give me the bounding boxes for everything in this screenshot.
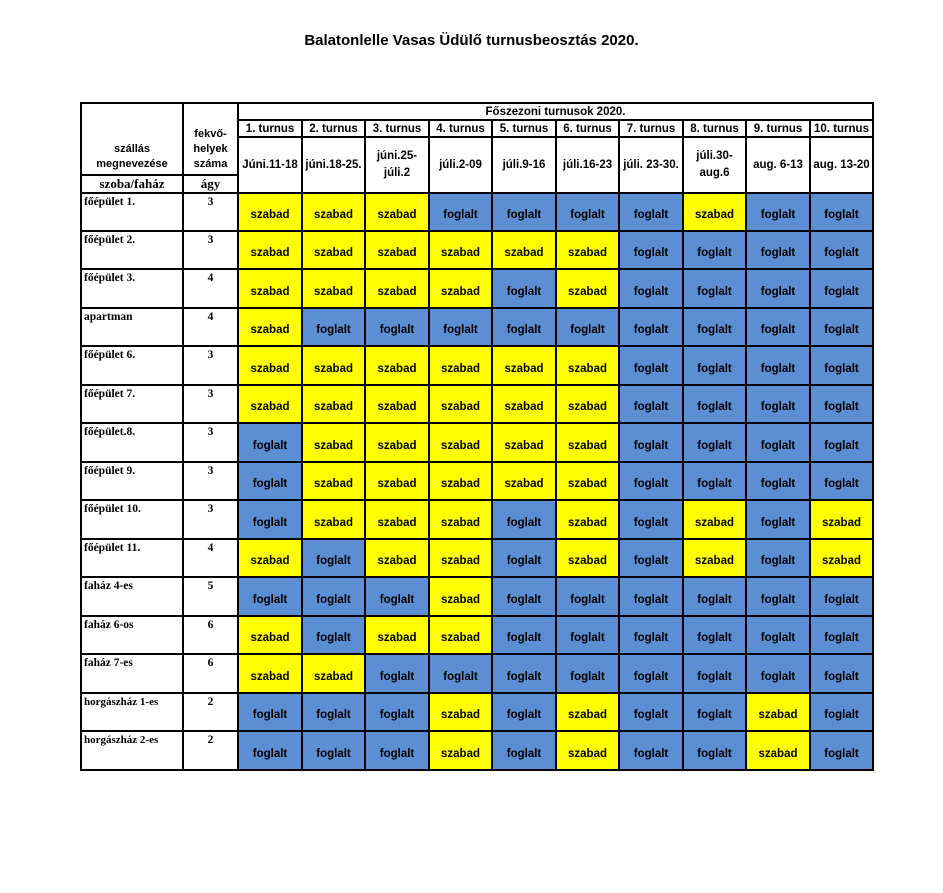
accommodation-header	[81, 103, 183, 175]
status-cell-foglalt: foglalt	[683, 731, 746, 770]
status-cell-szabad: szabad	[429, 500, 492, 539]
status-cell-foglalt: foglalt	[683, 308, 746, 346]
status-cell-foglalt: foglalt	[683, 385, 746, 423]
table-row	[81, 693, 873, 731]
status-cell-foglalt: foglalt	[238, 577, 302, 616]
bed-count: 2	[183, 731, 238, 770]
accommodation-name: főépület 7.	[81, 385, 183, 423]
bed-count: 3	[183, 500, 238, 539]
bed-count: 6	[183, 616, 238, 654]
status-cell-szabad: szabad	[429, 385, 492, 423]
turnus-header: 4. turnus	[429, 120, 492, 137]
accommodation-name: főépület 2.	[81, 231, 183, 269]
status-cell-foglalt: foglalt	[238, 731, 302, 770]
status-cell-foglalt: foglalt	[746, 539, 810, 577]
status-cell-szabad: szabad	[492, 231, 556, 269]
status-cell-szabad: szabad	[429, 462, 492, 500]
status-cell-foglalt: foglalt	[683, 423, 746, 462]
header-row-season	[81, 103, 873, 120]
status-cell-foglalt: foglalt	[238, 693, 302, 731]
status-cell-foglalt: foglalt	[810, 462, 873, 500]
status-cell-szabad: szabad	[238, 308, 302, 346]
status-cell-foglalt: foglalt	[492, 731, 556, 770]
table-row	[81, 231, 873, 269]
status-cell-szabad: szabad	[238, 269, 302, 308]
status-cell-foglalt: foglalt	[238, 500, 302, 539]
status-cell-szabad: szabad	[302, 500, 365, 539]
status-cell-foglalt: foglalt	[619, 346, 683, 385]
status-cell-foglalt: foglalt	[683, 231, 746, 269]
status-cell-foglalt: foglalt	[492, 693, 556, 731]
status-cell-szabad: szabad	[429, 231, 492, 269]
bed-count: 6	[183, 654, 238, 693]
status-cell-foglalt: foglalt	[746, 500, 810, 539]
season-header: Főszezoni turnusok 2020.	[238, 103, 873, 120]
status-cell-szabad: szabad	[556, 385, 619, 423]
status-cell-szabad: szabad	[492, 385, 556, 423]
status-cell-foglalt: foglalt	[365, 654, 429, 693]
status-cell-foglalt: foglalt	[556, 193, 619, 231]
status-cell-foglalt: foglalt	[746, 231, 810, 269]
status-cell-foglalt: foglalt	[556, 616, 619, 654]
bed-count: 2	[183, 693, 238, 731]
accommodation-header-label: szállás megnevezése	[96, 143, 168, 170]
table-row	[81, 423, 873, 462]
status-cell-szabad: szabad	[365, 193, 429, 231]
status-cell-szabad: szabad	[302, 269, 365, 308]
status-cell-szabad: szabad	[556, 231, 619, 269]
status-cell-foglalt: foglalt	[619, 308, 683, 346]
status-cell-foglalt: foglalt	[492, 269, 556, 308]
status-cell-foglalt: foglalt	[365, 731, 429, 770]
status-cell-foglalt: foglalt	[302, 616, 365, 654]
status-cell-foglalt: foglalt	[429, 654, 492, 693]
status-cell-foglalt: foglalt	[365, 577, 429, 616]
status-cell-szabad: szabad	[238, 539, 302, 577]
status-cell-foglalt: foglalt	[810, 654, 873, 693]
bed-count: 3	[183, 462, 238, 500]
status-cell-foglalt: foglalt	[683, 654, 746, 693]
status-cell-foglalt: foglalt	[556, 577, 619, 616]
status-cell-foglalt: foglalt	[619, 731, 683, 770]
turnus-date: júli.30-aug.6	[683, 137, 746, 193]
status-cell-foglalt: foglalt	[492, 308, 556, 346]
beds-header-label: fekvő-helyek száma	[193, 128, 228, 170]
status-cell-szabad: szabad	[492, 462, 556, 500]
status-cell-foglalt: foglalt	[746, 346, 810, 385]
status-cell-foglalt: foglalt	[238, 423, 302, 462]
bed-count: 3	[183, 193, 238, 231]
status-cell-szabad: szabad	[429, 616, 492, 654]
status-cell-foglalt: foglalt	[429, 308, 492, 346]
status-cell-foglalt: foglalt	[492, 500, 556, 539]
status-cell-foglalt: foglalt	[492, 539, 556, 577]
status-cell-foglalt: foglalt	[365, 308, 429, 346]
status-cell-foglalt: foglalt	[619, 693, 683, 731]
turnus-header: 8. turnus	[683, 120, 746, 137]
status-cell-szabad: szabad	[683, 500, 746, 539]
accommodation-name: főépület 1.	[81, 193, 183, 231]
status-cell-szabad: szabad	[429, 731, 492, 770]
accommodation-name: apartman	[81, 308, 183, 346]
status-cell-szabad: szabad	[810, 539, 873, 577]
table-row	[81, 193, 873, 231]
document-title: Balatonlelle Vasas Üdülő turnusbeosztás 2020.	[304, 32, 639, 49]
status-cell-szabad: szabad	[492, 423, 556, 462]
accommodation-name: faház 6-os	[81, 616, 183, 654]
bed-count: 3	[183, 423, 238, 462]
status-cell-foglalt: foglalt	[683, 693, 746, 731]
table-row	[81, 539, 873, 577]
turnus-header: 10. turnus	[810, 120, 873, 137]
status-cell-foglalt: foglalt	[492, 577, 556, 616]
status-cell-foglalt: foglalt	[619, 616, 683, 654]
status-cell-szabad: szabad	[556, 731, 619, 770]
accommodation-name: főépület 9.	[81, 462, 183, 500]
status-cell-foglalt: foglalt	[619, 423, 683, 462]
status-cell-foglalt: foglalt	[746, 193, 810, 231]
status-cell-foglalt: foglalt	[492, 616, 556, 654]
status-cell-foglalt: foglalt	[556, 654, 619, 693]
status-cell-foglalt: foglalt	[302, 731, 365, 770]
status-cell-foglalt: foglalt	[619, 500, 683, 539]
status-cell-foglalt: foglalt	[810, 269, 873, 308]
accommodation-name: faház 4-es	[81, 577, 183, 616]
status-cell-szabad: szabad	[365, 385, 429, 423]
status-cell-szabad: szabad	[238, 193, 302, 231]
status-cell-szabad: szabad	[238, 346, 302, 385]
turnus-date: júli.16-23	[556, 137, 619, 193]
status-cell-szabad: szabad	[302, 231, 365, 269]
status-cell-szabad: szabad	[365, 616, 429, 654]
status-cell-foglalt: foglalt	[619, 231, 683, 269]
status-cell-szabad: szabad	[429, 423, 492, 462]
status-cell-foglalt: foglalt	[810, 731, 873, 770]
status-cell-foglalt: foglalt	[302, 693, 365, 731]
turnus-header: 3. turnus	[365, 120, 429, 137]
table-row	[81, 500, 873, 539]
status-cell-szabad: szabad	[238, 385, 302, 423]
status-cell-szabad: szabad	[556, 539, 619, 577]
status-cell-foglalt: foglalt	[746, 577, 810, 616]
status-cell-szabad: szabad	[683, 193, 746, 231]
accommodation-name: főépület.8.	[81, 423, 183, 462]
status-cell-foglalt: foglalt	[746, 308, 810, 346]
status-cell-foglalt: foglalt	[619, 462, 683, 500]
status-cell-szabad: szabad	[492, 346, 556, 385]
status-cell-szabad: szabad	[302, 193, 365, 231]
status-cell-szabad: szabad	[302, 385, 365, 423]
bed-count: 4	[183, 539, 238, 577]
status-cell-szabad: szabad	[302, 462, 365, 500]
accommodation-name: horgászház 1-es	[81, 693, 183, 731]
status-cell-szabad: szabad	[810, 500, 873, 539]
turnus-header: 7. turnus	[619, 120, 683, 137]
status-cell-foglalt: foglalt	[683, 616, 746, 654]
status-cell-foglalt: foglalt	[683, 577, 746, 616]
bed-count: 3	[183, 346, 238, 385]
table-row	[81, 731, 873, 770]
status-cell-foglalt: foglalt	[556, 308, 619, 346]
schedule-table	[80, 102, 874, 771]
bed-count: 3	[183, 385, 238, 423]
status-cell-foglalt: foglalt	[746, 616, 810, 654]
status-cell-foglalt: foglalt	[746, 462, 810, 500]
table-row	[81, 577, 873, 616]
status-cell-szabad: szabad	[365, 346, 429, 385]
status-cell-szabad: szabad	[429, 269, 492, 308]
status-cell-szabad: szabad	[556, 269, 619, 308]
status-cell-szabad: szabad	[238, 616, 302, 654]
status-cell-foglalt: foglalt	[302, 539, 365, 577]
status-cell-szabad: szabad	[365, 539, 429, 577]
table-row	[81, 462, 873, 500]
turnus-header: 6. turnus	[556, 120, 619, 137]
status-cell-szabad: szabad	[365, 269, 429, 308]
turnus-date: júli.9-16	[492, 137, 556, 193]
turnus-date: Júni.11-18	[238, 137, 302, 193]
table-row	[81, 654, 873, 693]
status-cell-foglalt: foglalt	[619, 577, 683, 616]
beds-unit-subheader: ágy	[183, 175, 238, 193]
status-cell-foglalt: foglalt	[810, 193, 873, 231]
status-cell-foglalt: foglalt	[492, 193, 556, 231]
bed-count: 5	[183, 577, 238, 616]
status-cell-szabad: szabad	[746, 731, 810, 770]
status-cell-foglalt: foglalt	[810, 423, 873, 462]
turnus-date: júni.18-25.	[302, 137, 365, 193]
turnus-date: aug. 13-20	[810, 137, 873, 193]
status-cell-foglalt: foglalt	[619, 385, 683, 423]
status-cell-foglalt: foglalt	[746, 269, 810, 308]
status-cell-foglalt: foglalt	[810, 385, 873, 423]
status-cell-foglalt: foglalt	[683, 269, 746, 308]
status-cell-szabad: szabad	[556, 346, 619, 385]
status-cell-szabad: szabad	[238, 654, 302, 693]
schedule-body	[81, 103, 873, 770]
accommodation-name: főépület 10.	[81, 500, 183, 539]
status-cell-foglalt: foglalt	[746, 385, 810, 423]
turnus-header: 5. turnus	[492, 120, 556, 137]
status-cell-foglalt: foglalt	[492, 654, 556, 693]
status-cell-foglalt: foglalt	[365, 693, 429, 731]
status-cell-szabad: szabad	[302, 654, 365, 693]
status-cell-szabad: szabad	[556, 423, 619, 462]
status-cell-foglalt: foglalt	[619, 539, 683, 577]
status-cell-szabad: szabad	[365, 500, 429, 539]
status-cell-szabad: szabad	[302, 423, 365, 462]
turnus-date: júni.25-júli.2	[365, 137, 429, 193]
status-cell-szabad: szabad	[556, 500, 619, 539]
turnus-date: júli.2-09	[429, 137, 492, 193]
status-cell-szabad: szabad	[365, 462, 429, 500]
status-cell-szabad: szabad	[556, 462, 619, 500]
accommodation-name: főépület 6.	[81, 346, 183, 385]
status-cell-szabad: szabad	[683, 539, 746, 577]
status-cell-foglalt: foglalt	[810, 693, 873, 731]
status-cell-szabad: szabad	[238, 231, 302, 269]
status-cell-foglalt: foglalt	[810, 577, 873, 616]
table-row	[81, 616, 873, 654]
status-cell-foglalt: foglalt	[302, 308, 365, 346]
status-cell-szabad: szabad	[429, 539, 492, 577]
status-cell-szabad: szabad	[429, 346, 492, 385]
status-cell-szabad: szabad	[365, 423, 429, 462]
status-cell-foglalt: foglalt	[810, 616, 873, 654]
status-cell-foglalt: foglalt	[683, 462, 746, 500]
accommodation-name: horgászház 2-es	[81, 731, 183, 770]
turnus-date: aug. 6-13	[746, 137, 810, 193]
turnus-header: 2. turnus	[302, 120, 365, 137]
table-row	[81, 308, 873, 346]
accommodation-name: főépület 11.	[81, 539, 183, 577]
beds-header	[183, 103, 238, 175]
status-cell-foglalt: foglalt	[683, 346, 746, 385]
status-cell-szabad: szabad	[429, 577, 492, 616]
room-type-subheader: szoba/faház	[81, 175, 183, 193]
status-cell-foglalt: foglalt	[429, 193, 492, 231]
accommodation-name: főépület 3.	[81, 269, 183, 308]
status-cell-foglalt: foglalt	[302, 577, 365, 616]
status-cell-foglalt: foglalt	[746, 654, 810, 693]
turnus-header: 9. turnus	[746, 120, 810, 137]
status-cell-szabad: szabad	[429, 693, 492, 731]
status-cell-szabad: szabad	[302, 346, 365, 385]
status-cell-foglalt: foglalt	[619, 654, 683, 693]
status-cell-foglalt: foglalt	[810, 308, 873, 346]
status-cell-szabad: szabad	[365, 231, 429, 269]
status-cell-foglalt: foglalt	[619, 193, 683, 231]
accommodation-name: faház 7-es	[81, 654, 183, 693]
status-cell-szabad: szabad	[556, 693, 619, 731]
status-cell-foglalt: foglalt	[810, 346, 873, 385]
turnus-date: júli. 23-30.	[619, 137, 683, 193]
status-cell-foglalt: foglalt	[238, 462, 302, 500]
status-cell-foglalt: foglalt	[619, 269, 683, 308]
status-cell-foglalt: foglalt	[810, 231, 873, 269]
bed-count: 4	[183, 308, 238, 346]
status-cell-foglalt: foglalt	[746, 423, 810, 462]
bed-count: 4	[183, 269, 238, 308]
turnus-header: 1. turnus	[238, 120, 302, 137]
bed-count: 3	[183, 231, 238, 269]
table-row	[81, 346, 873, 385]
status-cell-szabad: szabad	[746, 693, 810, 731]
table-row	[81, 269, 873, 308]
table-row	[81, 385, 873, 423]
